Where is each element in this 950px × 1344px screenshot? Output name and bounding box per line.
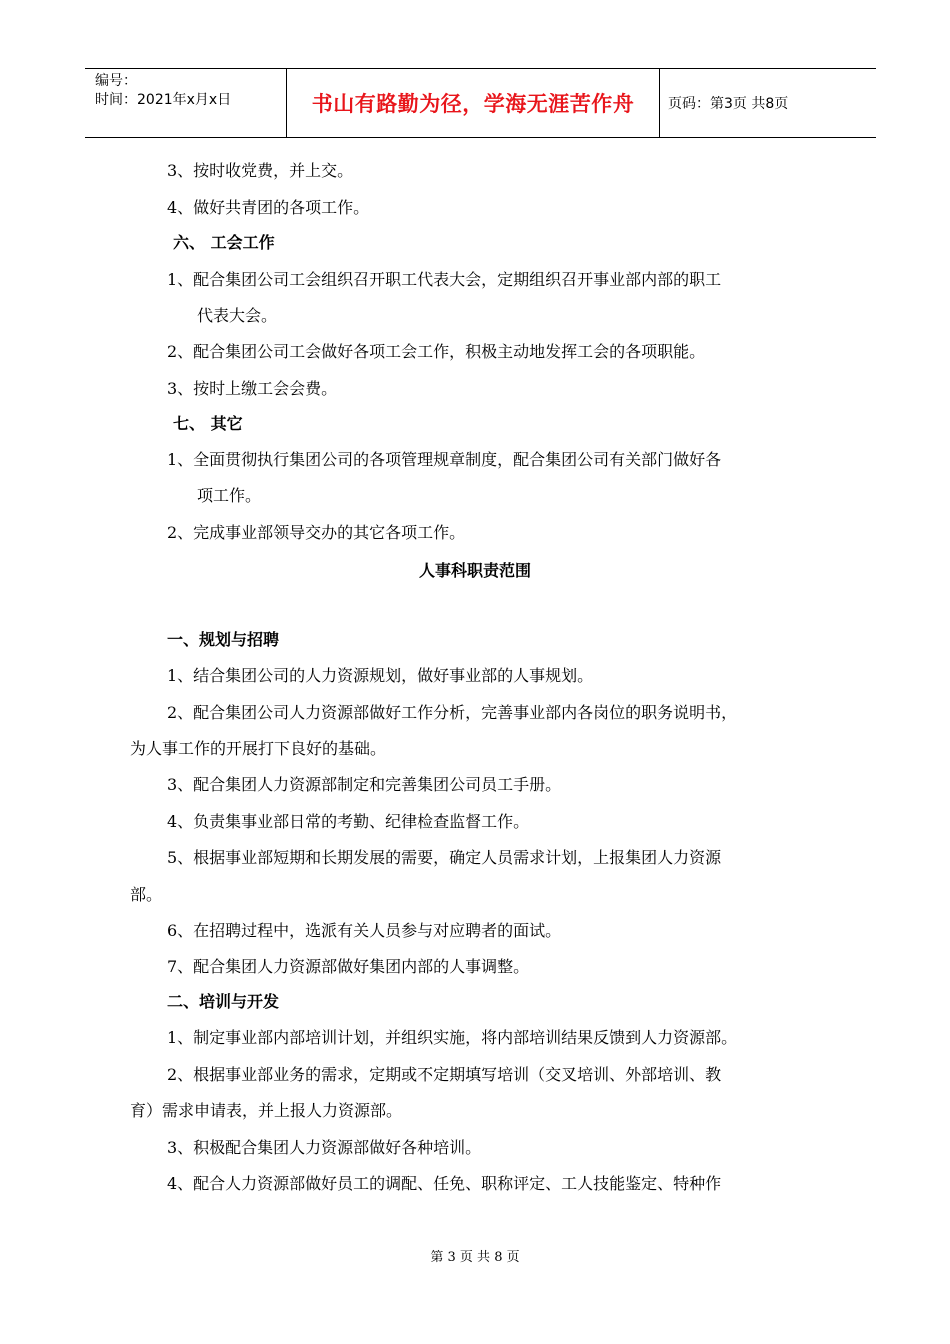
body-line: 部。	[130, 885, 163, 904]
section-title: 人事科职责范围	[418, 561, 531, 580]
body-line: 项工作。	[197, 486, 262, 505]
header-page-number: 页码：第3页 共8页	[668, 96, 789, 112]
body-line: 2、配合集团公司人力资源部做好工作分析，完善事业部内各岗位的职务说明书，	[167, 703, 738, 722]
header-meta	[85, 69, 287, 137]
document-time: 时间：2021年x月x日	[95, 92, 232, 108]
section-heading: 一、规划与招聘	[167, 630, 280, 649]
page-footer: 第 3 页 共 8 页	[430, 1250, 520, 1265]
body-line: 1、全面贯彻执行集团公司的各项管理规章制度，配合集团公司有关部门做好各	[167, 450, 722, 469]
section-heading: 二、培训与开发	[167, 992, 280, 1011]
body-line: 3、按时上缴工会会费。	[167, 379, 338, 398]
body-line: 3、配合集团人力资源部制定和完善集团公司员工手册。	[167, 775, 562, 794]
body-line: 代表大会。	[197, 306, 278, 325]
body-line: 7、配合集团人力资源部做好集团内部的人事调整。	[167, 957, 530, 976]
body-line: 3、按时收党费，并上交。	[167, 161, 354, 180]
body-line: 3、积极配合集团人力资源部做好各种培训。	[167, 1138, 482, 1157]
body-line: 4、负责集事业部日常的考勤、纪律检查监督工作。	[167, 812, 530, 831]
body-line: 1、结合集团公司的人力资源规划，做好事业部的人事规划。	[167, 666, 594, 685]
body-line: 2、根据事业部业务的需求，定期或不定期填写培训（交叉培训、外部培训、教	[167, 1065, 722, 1084]
body-line: 2、完成事业部领导交办的其它各项工作。	[167, 523, 466, 542]
body-line: 6、在招聘过程中，选派有关人员参与对应聘者的面试。	[167, 921, 562, 940]
body-line: 1、配合集团公司工会组织召开职工代表大会，定期组织召开事业部内部的职工	[167, 270, 722, 289]
body-line: 育）需求申请表，并上报人力资源部。	[130, 1101, 403, 1120]
header-motto: 书山有路勤为径，学海无涯苦作舟	[287, 69, 660, 137]
section-heading: 七、 其它	[173, 414, 243, 433]
body-line: 5、根据事业部短期和长期发展的需要，确定人员需求计划，上报集团人力资源	[167, 848, 722, 867]
body-line: 2、配合集团公司工会做好各项工会工作，积极主动地发挥工会的各项职能。	[167, 342, 706, 361]
section-heading: 六、 工会工作	[173, 233, 275, 252]
body-line: 4、做好共青团的各项工作。	[167, 198, 370, 217]
body-line: 4、配合人力资源部做好员工的调配、任免、职称评定、工人技能鉴定、特种作	[167, 1174, 722, 1193]
page-header	[85, 68, 876, 138]
body-line: 1、制定事业部内部培训计划，并组织实施，将内部培训结果反馈到人力资源部。	[167, 1028, 738, 1047]
body-line: 为人事工作的开展打下良好的基础。	[130, 739, 387, 758]
document-number: 编号：	[95, 73, 137, 89]
